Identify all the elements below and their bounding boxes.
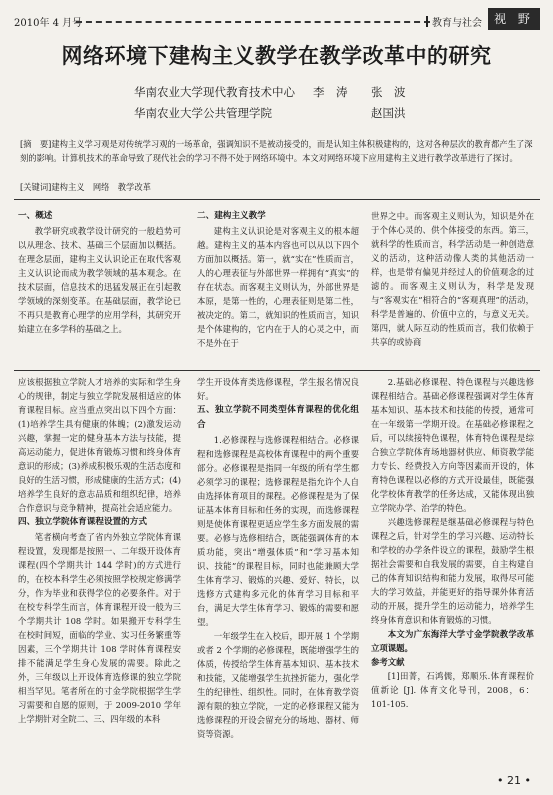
paragraph: 学生开设体育类选修课程，学生报名情况良好。	[197, 377, 359, 401]
paragraph: 2.基础必修课程、特色课程与兴趣选修课程相结合。基础必修课程强调对学生体育基本知识、基本技术和技能的传授，通常可在一年级第一学期开设。在基础必修课程之后，可以续接特色课程，体育特色课程是综合独立学院体育场地器材供应、师资教学能力专长、经费投入方向等因素而开设的，体育特色课程以必修的方式开设最佳，既能强化学校体育教学的任务达成，又能体现出独立学院办学、治学的特色。	[371, 377, 534, 513]
keywords: [关键词]建构主义 网络 教学改革	[20, 182, 151, 192]
paragraph: 世界之中。而客观主义则认为，知识是外在于个体心灵的、供个体接受的东西。第三，就科学的性质而言，科学活动是一种创造意义的活动，这种活动像人类的其他活动一样，也是带有偏见并经过人的价值观念的过滤的。而客观主义则认为，科学是发现与“客观实在”相符合的“客观真理”的活动，科学是普遍的、价值中立的，与意义无关。第四，就人际互动的性质而言，我们依赖于共享的或协商	[371, 211, 534, 347]
author-affiliation-2: 华南农业大学公共管理学院	[134, 106, 272, 120]
page-header	[14, 8, 540, 34]
top-column-2	[197, 209, 359, 365]
section-heading: 一、概述	[18, 211, 53, 221]
section-heading: 二、建构主义教学	[197, 211, 266, 221]
funding-note: 本文为广东海洋大学寸金学院教学改革立项课题。	[371, 629, 534, 653]
bottom-column-1	[18, 375, 181, 770]
journal-section	[426, 14, 482, 29]
bottom-column-2	[197, 375, 359, 770]
section-heading: 四、独立学院体育课程设置的方式	[18, 517, 147, 527]
section-bar	[426, 16, 428, 27]
section-heading: 五、独立学院不同类型体育课程的优化组合	[197, 405, 359, 430]
author-name-3: 赵国洪	[371, 106, 406, 120]
rule-mid-page	[14, 370, 540, 371]
paragraph: 建构主义认识论是对客观主义的根本超越。建构主义的基本内容也可以从以下四个方面加以概括。第一，就“实在”性质而言，人的心理表征与外部世界一样拥有“真实”的存在状态。而客观主义则认为，外部世界是本原，是第一性的，心理表征则是第二性，被决定的。第二，就知识的性质而言，知识是个体建构的，它内在于人的心灵之中，而不是外在于	[197, 226, 359, 348]
paragraph: 应该根据独立学院人才培养的实际和学生身心的规律，制定与独立学院发展相适应的体育课程目标。应当重点突出以下四个方面：(1)培养学生具有健康的体魄；(2)激发运动兴趣，掌握一定的健身基本方法与技能，提高运动能力，促进体育锻炼习惯和终身体育意识的形成；(3)养成积极乐观的生活态度和良好的生活习惯，形成健康的生活方式；(4)培养学生良好的意志品质和组织纪律，培养合作意识与竞争精神，提高社会适应能力。	[18, 377, 181, 513]
top-column-1	[18, 209, 181, 365]
paragraph: 教学研究或教学设计研究的一般趋势可以从理念、技术、基础三个层面加以概括。在理念层面，建构主义认识论正在取代客观主义认识论而成为教学领域的基本观念。在技术层面，信息技术的迅猛发展正在引起教学领域的深刻变革。在基础层面，教学论已不再只是教育心理学的应用学科，其研究开始建立在多学科的基础之上。	[18, 226, 181, 334]
paragraph: 兴趣选修课程是继基础必修课程与特色课程之后，针对学生的学习兴趣、运动特长和学校的办学条件设立的课程，鼓励学生根据社会需要和自我发展的需要，自主构建自己的体育知识结构和能力发展，取得尽可能大的学习效益，并能更好的指导课外体育活动的开展，提升学生的运动能力，培养学生终身体育意识和体育锻炼的习惯。	[371, 517, 534, 625]
top-column-3	[371, 209, 534, 365]
bottom-column-3	[371, 375, 534, 770]
section-tag: 视 野	[488, 8, 540, 30]
author-affiliation-1: 华南农业大学现代教育技术中心	[134, 85, 295, 99]
author-name-2: 张 波	[371, 85, 406, 99]
article-title: 网络环境下建构主义教学在教学改革中的研究	[61, 44, 492, 68]
header-dashed-rule	[76, 21, 430, 23]
reference-item: [1]田菁，石鸿儒，郑顺乐.体育课程价值新论 [J]. 体育文化导刊，2008，6：101-105.	[371, 671, 534, 709]
rule-after-keywords	[14, 199, 540, 200]
references-heading: 参考文献	[371, 657, 405, 667]
paragraph: 笔者横向考查了省内外独立学院体育课程设置，发现都是按照一、二年级开设体育课程(四个学期共计 144 学时)的方式进行的，在校本科学生必须按照学校规定修满学分，作为毕业和获得学位的必要条件。对于在校专科学生而言，体育课程开设一般为三个学期共计 108 学时。如果搬开专科学生在校时间短，面临的学业、实习任务繁重等因素，三个学期共计 108 学时体育课程安排不能满足学生身心发展的需要。除此之外，三年级以上开设体育选修课的独立学院相当罕见。笔者所在的寸金学院根据学生学习需要和自愿的原则，于 2009-2010 学年上学期针对全院二、三、四年级的本科	[18, 532, 181, 724]
abstract: [摘 要]建构主义学习观是对传统学习观的一场革命，强调知识不是被动接受的，而是认知主体积极建构的，这对各种层次的教育都产生了深刻的影响。计算机技术的革命导致了现代社会的学习不得不处于网络环境中。本文对网络环境下应用建构主义进行教学改革进行了探讨。	[20, 139, 533, 163]
paragraph: 1.必修课程与选修课程相结合。必修课程和选修课程是高校体育课程中的两个重要部分。必修课程是指同一年级的所有学生都必须学习的课程；选修课程是指允许个人自由选择体育项目的课程。必修课程是为了保证基本体育目标和任务的实现，而选修课程则是使体育课程更适应学生多方面发展的需要。必修与选修相结合，既能强调体育的本质功能，突出“增强体质”和“学习基本知识、技能”的课程目标，同时也能兼顾大学生体育学习、锻炼的兴趣、爱好、特长，以选修方式建构多元化的体育学习目标和平台，满足大学生体育学习、锻炼的需要和愿望。	[197, 435, 359, 627]
paragraph: 一年级学生在入校后，即开展 1 个学期或者 2 个学期的必修课程，既能增强学生的体质，传授给学生体育基本知识、基本技术和技能，又能增强学生抗挫折能力，强化学生的纪律性、组织性。同时，在体育教学资源有限的独立学院，一定的必修课程又能为选修课程的开设会留充分的场地、器材、师资等资源。	[197, 631, 359, 739]
issue-date: 2010年 4 月号	[14, 18, 83, 29]
author-name-1: 李 涛	[313, 85, 348, 99]
page-number: • 21 •	[497, 774, 531, 787]
journal-section-label: 教育与社会	[432, 18, 482, 29]
